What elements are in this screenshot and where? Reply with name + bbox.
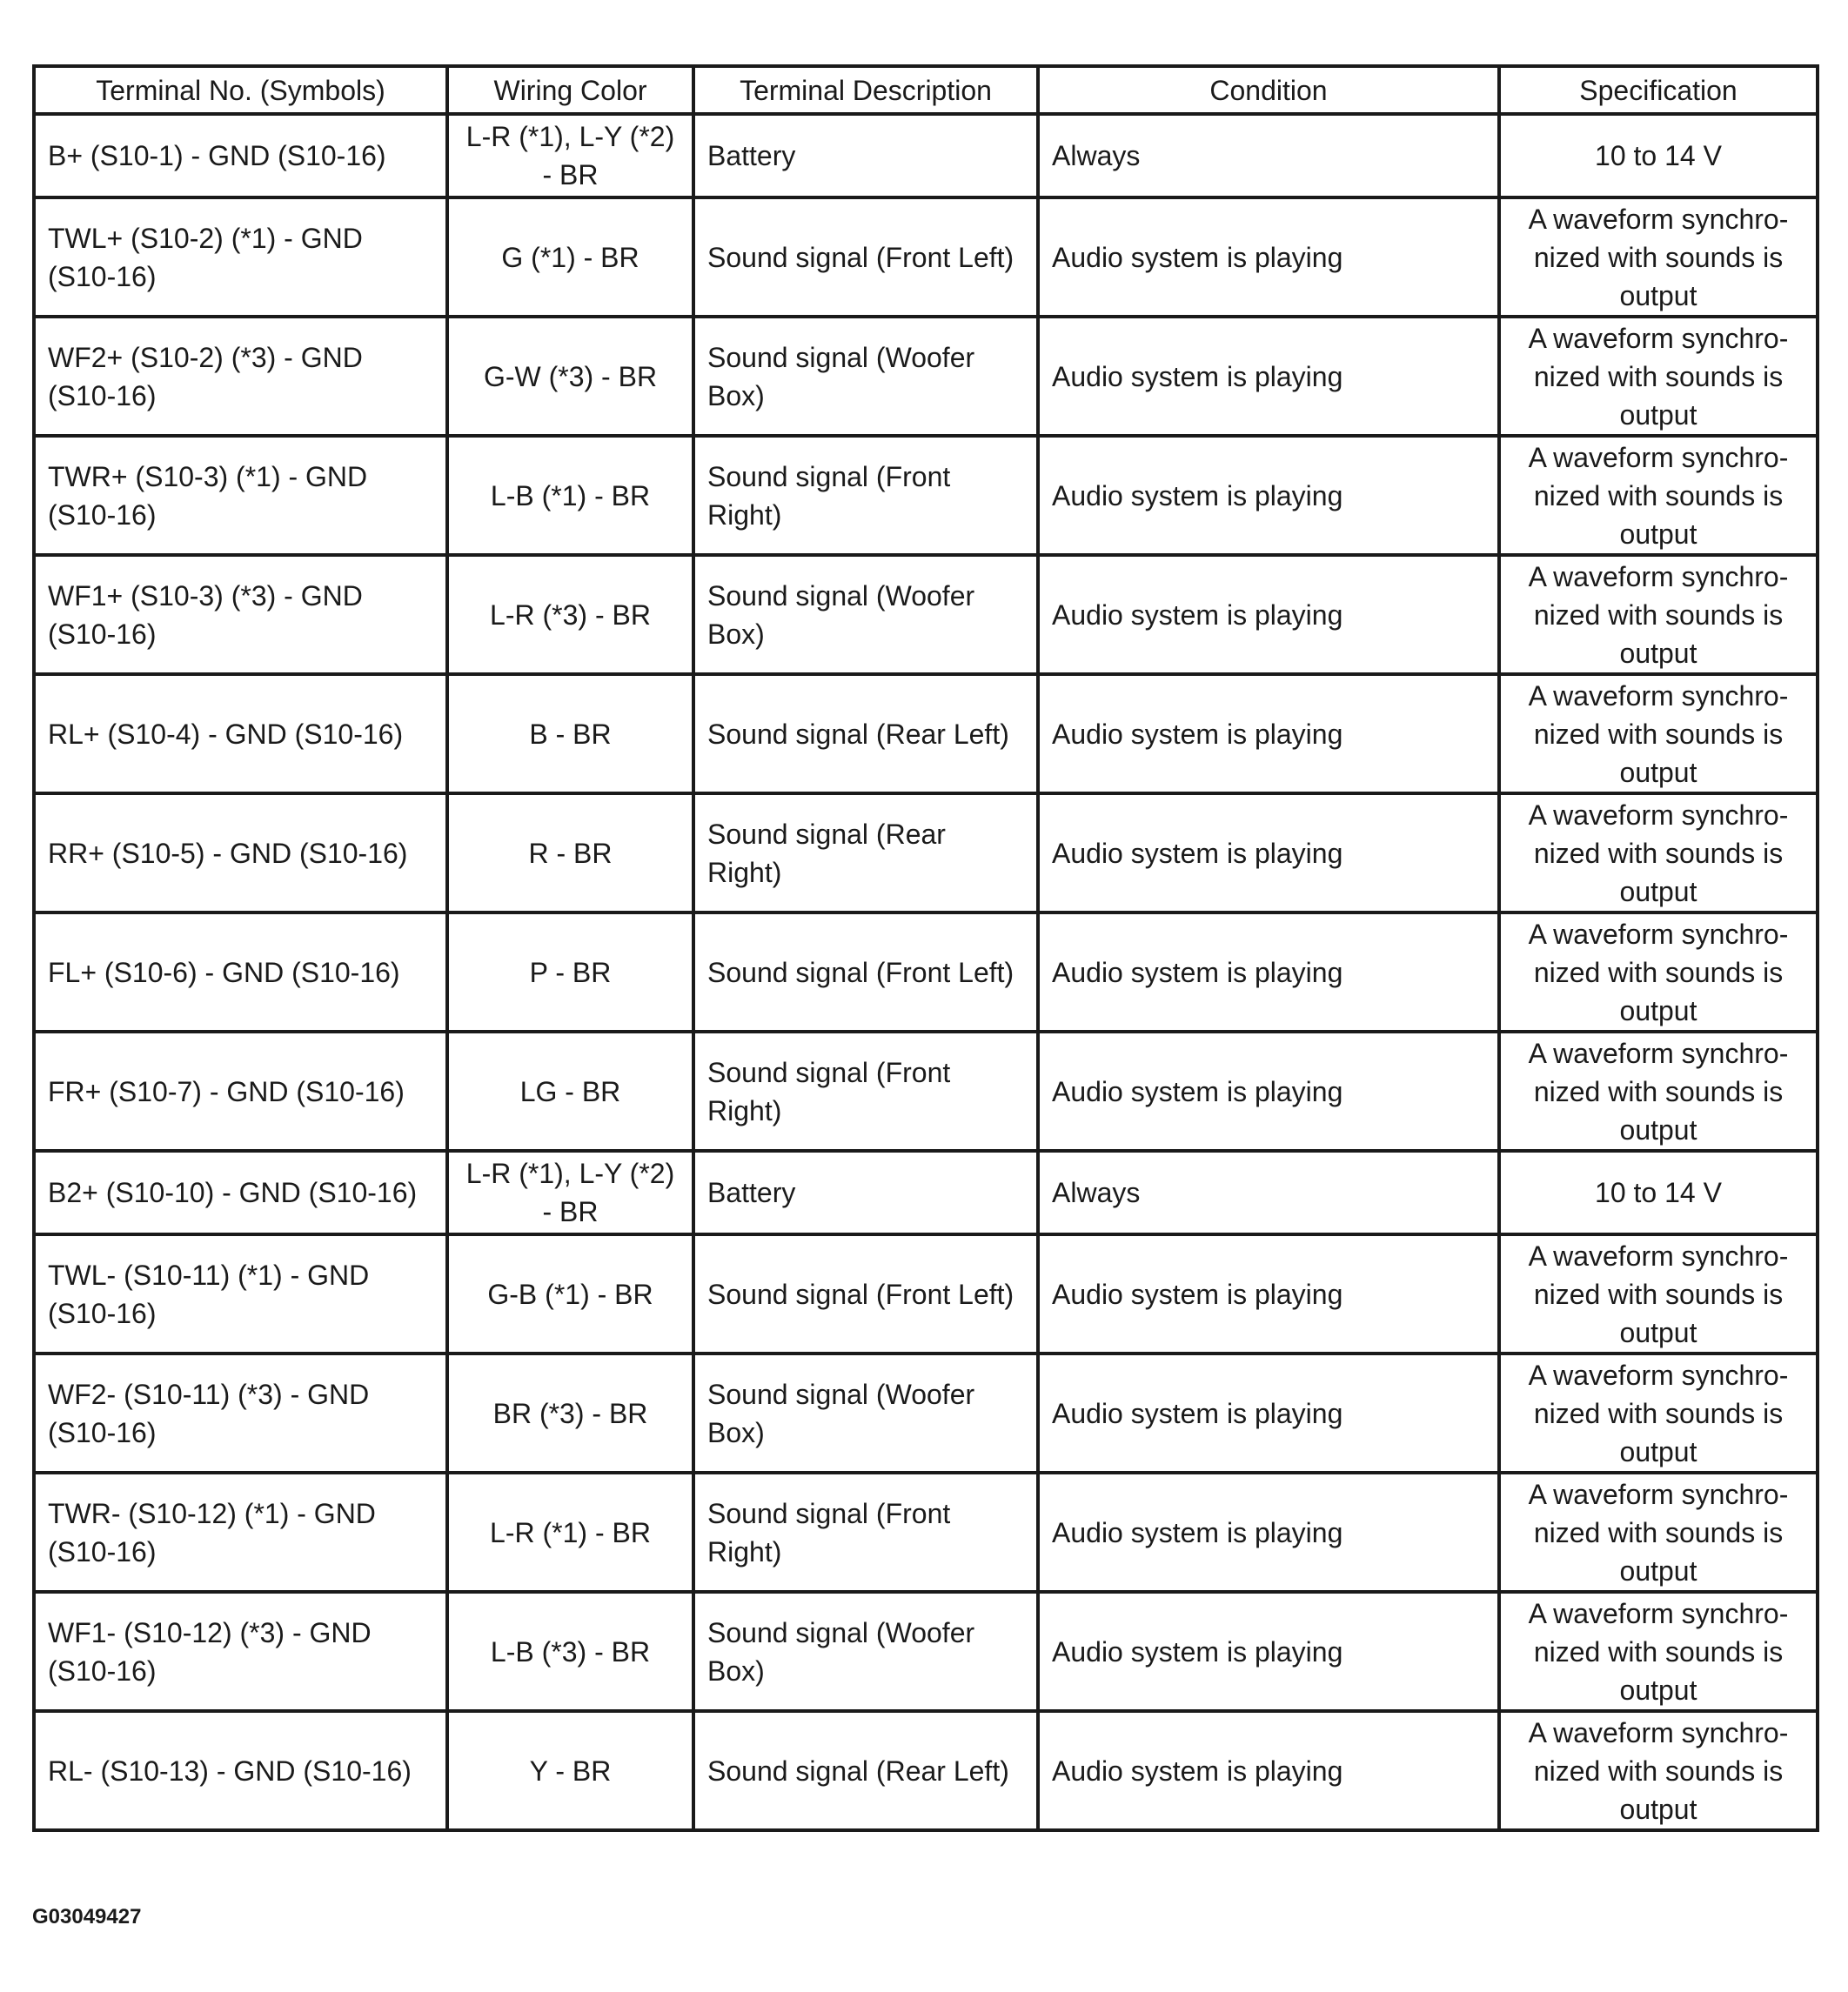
- cell-condition: Audio system is playing: [1038, 197, 1499, 317]
- table-row: [34, 436, 1818, 555]
- header-terminal-description: Terminal Description: [693, 66, 1038, 114]
- cell-specification: A waveform synchro-nized with sounds is output: [1499, 197, 1818, 317]
- cell-terminal: WF2- (S10-11) (*3) - GND (S10-16): [34, 1354, 447, 1473]
- cell-terminal: RL+ (S10-4) - GND (S10-16): [34, 674, 447, 793]
- table-row: [34, 317, 1818, 436]
- cell-wiring-color: BR (*3) - BR: [447, 1354, 693, 1473]
- cell-wiring-color: G-B (*1) - BR: [447, 1234, 693, 1354]
- cell-condition: Audio system is playing: [1038, 674, 1499, 793]
- cell-terminal-description: Sound signal (Rear Left): [693, 1711, 1038, 1830]
- cell-terminal-description: Sound signal (Front Left): [693, 197, 1038, 317]
- cell-terminal: B+ (S10-1) - GND (S10-16): [34, 114, 447, 197]
- cell-terminal-description: Sound signal (Rear Right): [693, 793, 1038, 912]
- table-row: [34, 555, 1818, 674]
- cell-terminal: WF1- (S10-12) (*3) - GND (S10-16): [34, 1592, 447, 1711]
- cell-condition: Audio system is playing: [1038, 1473, 1499, 1592]
- figure-id: G03049427: [32, 1905, 142, 1928]
- cell-terminal-description: Sound signal (Woofer Box): [693, 555, 1038, 674]
- cell-wiring-color: L-R (*3) - BR: [447, 555, 693, 674]
- cell-wiring-color: B - BR: [447, 674, 693, 793]
- cell-terminal: FL+ (S10-6) - GND (S10-16): [34, 912, 447, 1032]
- table-row: [34, 674, 1818, 793]
- cell-specification: A waveform synchro-nized with sounds is output: [1499, 1711, 1818, 1830]
- cell-condition: Audio system is playing: [1038, 317, 1499, 436]
- cell-condition: Audio system is playing: [1038, 1711, 1499, 1830]
- cell-terminal-description: Sound signal (Woofer Box): [693, 317, 1038, 436]
- cell-terminal-description: Sound signal (Front Right): [693, 1473, 1038, 1592]
- table-row: [34, 1473, 1818, 1592]
- cell-wiring-color: L-B (*3) - BR: [447, 1592, 693, 1711]
- cell-terminal: RR+ (S10-5) - GND (S10-16): [34, 793, 447, 912]
- cell-terminal-description: Sound signal (Woofer Box): [693, 1592, 1038, 1711]
- table-row: [34, 1711, 1818, 1830]
- cell-wiring-color: Y - BR: [447, 1711, 693, 1830]
- cell-specification: A waveform synchro-nized with sounds is output: [1499, 1592, 1818, 1711]
- cell-specification: A waveform synchro-nized with sounds is output: [1499, 436, 1818, 555]
- cell-terminal-description: Sound signal (Front Left): [693, 912, 1038, 1032]
- cell-terminal: TWL- (S10-11) (*1) - GND (S10-16): [34, 1234, 447, 1354]
- cell-terminal-description: Sound signal (Front Right): [693, 436, 1038, 555]
- cell-condition: Audio system is playing: [1038, 1234, 1499, 1354]
- cell-condition: Always: [1038, 114, 1499, 197]
- cell-terminal-description: Battery: [693, 114, 1038, 197]
- table-body: [34, 114, 1818, 1830]
- table-row: [34, 912, 1818, 1032]
- cell-wiring-color: L-R (*1) - BR: [447, 1473, 693, 1592]
- cell-terminal-description: Sound signal (Rear Left): [693, 674, 1038, 793]
- cell-specification: A waveform synchro-nized with sounds is output: [1499, 912, 1818, 1032]
- cell-specification: A waveform synchro-nized with sounds is output: [1499, 1234, 1818, 1354]
- cell-specification: 10 to 14 V: [1499, 114, 1818, 197]
- table-header-row: [34, 66, 1818, 114]
- cell-specification: 10 to 14 V: [1499, 1151, 1818, 1234]
- cell-terminal: B2+ (S10-10) - GND (S10-16): [34, 1151, 447, 1234]
- header-condition: Condition: [1038, 66, 1499, 114]
- cell-condition: Audio system is playing: [1038, 555, 1499, 674]
- cell-specification: A waveform synchro-nized with sounds is output: [1499, 793, 1818, 912]
- cell-terminal-description: Sound signal (Front Left): [693, 1234, 1038, 1354]
- header-wiring-color: Wiring Color: [447, 66, 693, 114]
- table-row: [34, 1151, 1818, 1234]
- table-row: [34, 197, 1818, 317]
- header-terminal-no: Terminal No. (Symbols): [34, 66, 447, 114]
- cell-specification: A waveform synchro-nized with sounds is output: [1499, 1473, 1818, 1592]
- table-row: [34, 1592, 1818, 1711]
- cell-specification: A waveform synchro-nized with sounds is output: [1499, 674, 1818, 793]
- cell-specification: A waveform synchro-nized with sounds is output: [1499, 555, 1818, 674]
- cell-wiring-color: R - BR: [447, 793, 693, 912]
- cell-specification: A waveform synchro-nized with sounds is output: [1499, 1354, 1818, 1473]
- cell-condition: Audio system is playing: [1038, 793, 1499, 912]
- cell-wiring-color: L-B (*1) - BR: [447, 436, 693, 555]
- cell-wiring-color: G (*1) - BR: [447, 197, 693, 317]
- cell-condition: Audio system is playing: [1038, 1032, 1499, 1151]
- cell-terminal: FR+ (S10-7) - GND (S10-16): [34, 1032, 447, 1151]
- cell-terminal: TWR+ (S10-3) (*1) - GND (S10-16): [34, 436, 447, 555]
- cell-terminal-description: Sound signal (Woofer Box): [693, 1354, 1038, 1473]
- cell-wiring-color: L-R (*1), L-Y (*2) - BR: [447, 114, 693, 197]
- header-specification: Specification: [1499, 66, 1818, 114]
- cell-specification: A waveform synchro-nized with sounds is output: [1499, 1032, 1818, 1151]
- table-row: [34, 1032, 1818, 1151]
- table-row: [34, 1234, 1818, 1354]
- cell-terminal: RL- (S10-13) - GND (S10-16): [34, 1711, 447, 1830]
- cell-condition: Always: [1038, 1151, 1499, 1234]
- cell-terminal: TWR- (S10-12) (*1) - GND (S10-16): [34, 1473, 447, 1592]
- terminal-spec-table: [32, 64, 1819, 1832]
- cell-condition: Audio system is playing: [1038, 1592, 1499, 1711]
- table-row: [34, 114, 1818, 197]
- cell-condition: Audio system is playing: [1038, 912, 1499, 1032]
- cell-wiring-color: L-R (*1), L-Y (*2) - BR: [447, 1151, 693, 1234]
- cell-condition: Audio system is playing: [1038, 1354, 1499, 1473]
- cell-terminal: WF2+ (S10-2) (*3) - GND (S10-16): [34, 317, 447, 436]
- cell-terminal-description: Battery: [693, 1151, 1038, 1234]
- cell-terminal: TWL+ (S10-2) (*1) - GND (S10-16): [34, 197, 447, 317]
- table-row: [34, 1354, 1818, 1473]
- cell-specification: A waveform synchro-nized with sounds is output: [1499, 317, 1818, 436]
- cell-terminal-description: Sound signal (Front Right): [693, 1032, 1038, 1151]
- cell-condition: Audio system is playing: [1038, 436, 1499, 555]
- cell-wiring-color: G-W (*3) - BR: [447, 317, 693, 436]
- cell-terminal: WF1+ (S10-3) (*3) - GND (S10-16): [34, 555, 447, 674]
- cell-wiring-color: LG - BR: [447, 1032, 693, 1151]
- table-row: [34, 793, 1818, 912]
- cell-wiring-color: P - BR: [447, 912, 693, 1032]
- terminal-spec-table-container: [32, 64, 1816, 1832]
